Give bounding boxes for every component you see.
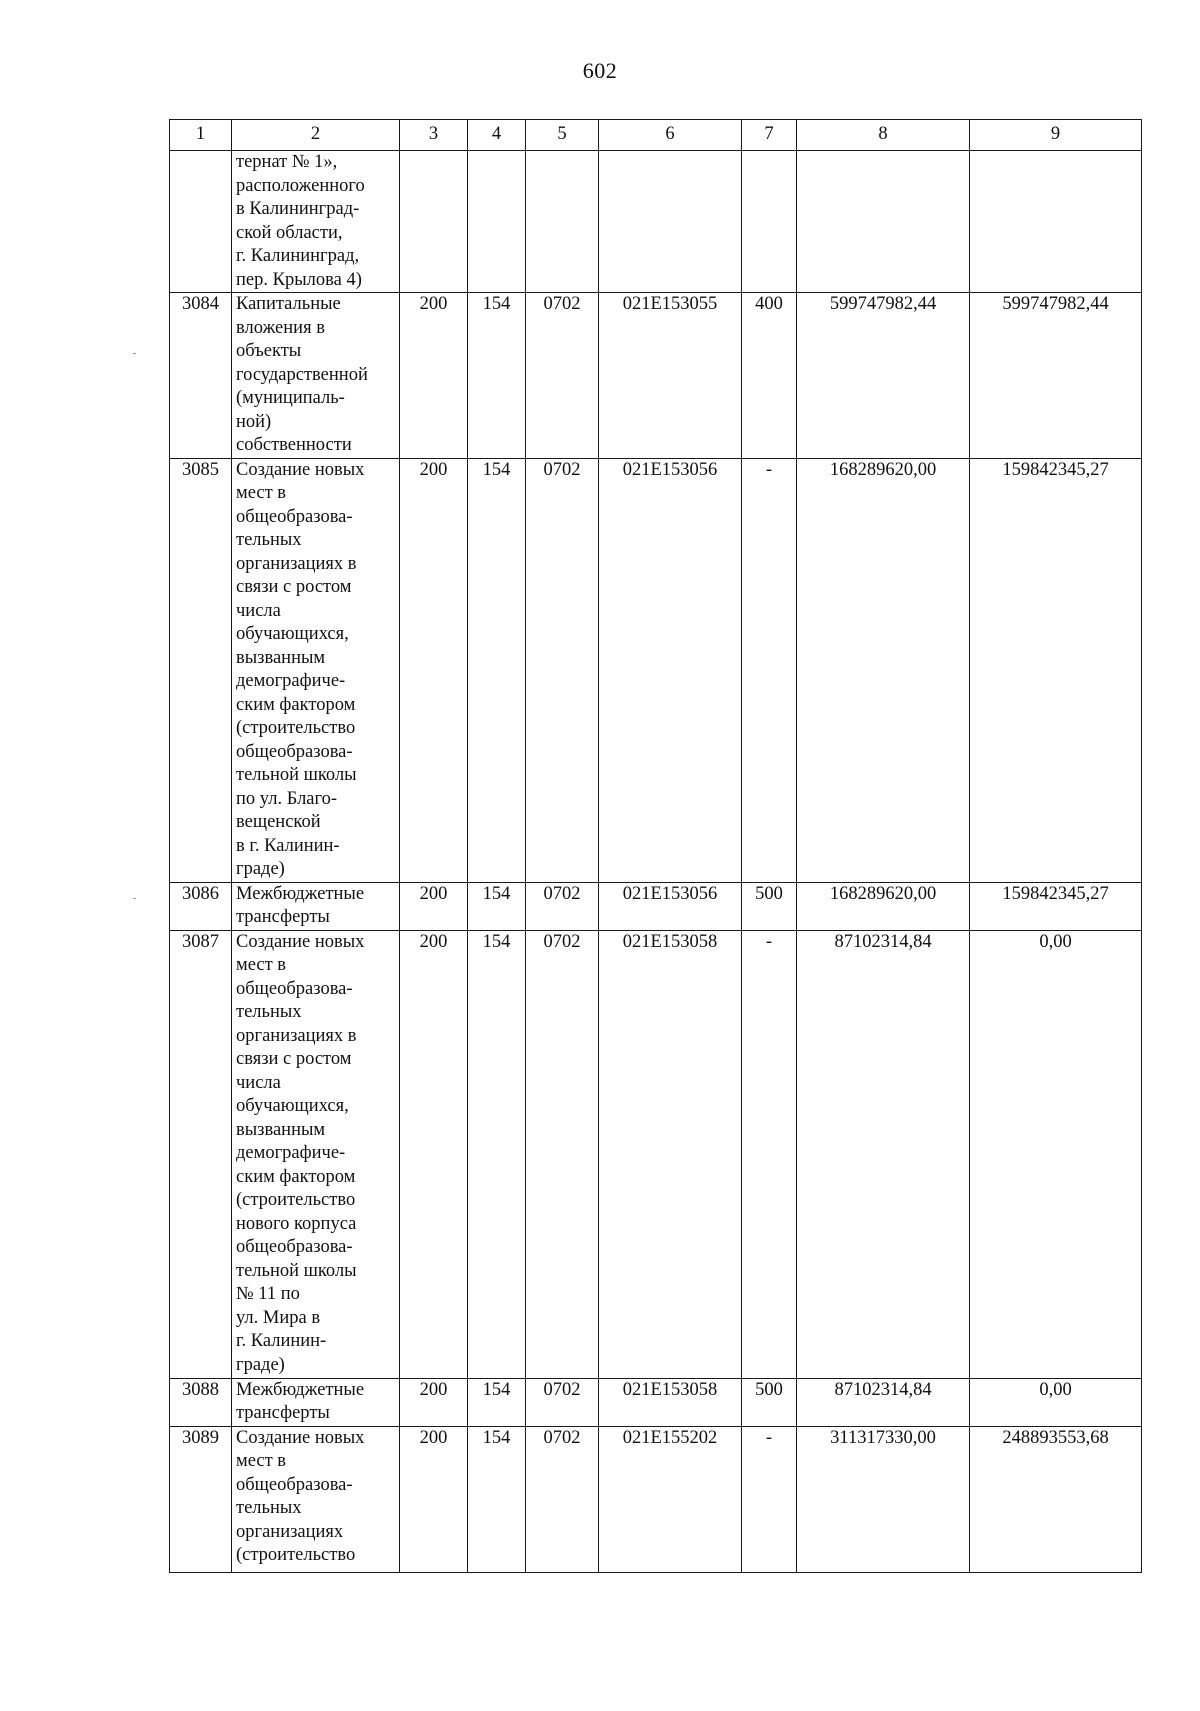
table-row xyxy=(170,930,1142,1378)
table-cell: 500 xyxy=(742,1378,797,1426)
amount-cell: 599747982,44 xyxy=(797,293,970,459)
table-cell: 200 xyxy=(400,930,468,1378)
amount-cell: 0,00 xyxy=(970,930,1142,1378)
table-cell: 021E153056 xyxy=(599,458,742,882)
table-cell xyxy=(742,151,797,293)
amount-cell: 599747982,44 xyxy=(970,293,1142,459)
margin-mark xyxy=(133,898,136,899)
table-cell: 200 xyxy=(400,882,468,930)
row-name-cell: Межбюджетные трансферты xyxy=(232,1378,400,1426)
table-cell: - xyxy=(742,458,797,882)
row-number-cell: 3087 xyxy=(170,930,232,1378)
margin-mark xyxy=(133,353,136,354)
table-cell xyxy=(400,151,468,293)
table-cell: 021E153055 xyxy=(599,293,742,459)
amount-cell: 87102314,84 xyxy=(797,1378,970,1426)
table-cell xyxy=(970,151,1142,293)
row-number-cell: 3089 xyxy=(170,1426,232,1572)
table-cell: 154 xyxy=(468,458,526,882)
row-number-cell: 3084 xyxy=(170,293,232,459)
table-cell: - xyxy=(742,930,797,1378)
table-cell: 154 xyxy=(468,293,526,459)
amount-cell: 159842345,27 xyxy=(970,882,1142,930)
table-cell: 0702 xyxy=(526,882,599,930)
row-number-cell: 3086 xyxy=(170,882,232,930)
table-cell: 021E155202 xyxy=(599,1426,742,1572)
table-cell: 0702 xyxy=(526,458,599,882)
column-header: 2 xyxy=(232,120,400,151)
table-row xyxy=(170,1426,1142,1572)
amount-cell: 311317330,00 xyxy=(797,1426,970,1572)
table-row-continuation xyxy=(170,151,1142,293)
column-header: 1 xyxy=(170,120,232,151)
table-row xyxy=(170,458,1142,882)
table-cell: 200 xyxy=(400,1378,468,1426)
row-number-cell: 3085 xyxy=(170,458,232,882)
table-cell: 500 xyxy=(742,882,797,930)
row-name-cell: тернат № 1», расположенного в Калининград- ской области, г. Калининград, пер. Крылова 4) xyxy=(232,151,400,293)
table-cell xyxy=(468,151,526,293)
row-name-cell: Создание новых мест в общеобразова- тельных организациях в связи с ростом числа обучающихся, вызванным демографиче- ским фактором (строительство нового корпуса общеобразова- тельной школы № 11 по ул. Мира в г. Калинин- граде) xyxy=(232,930,400,1378)
budget-table xyxy=(169,119,1142,1573)
amount-cell: 168289620,00 xyxy=(797,882,970,930)
table-cell: - xyxy=(742,1426,797,1572)
amount-cell: 168289620,00 xyxy=(797,458,970,882)
column-header: 5 xyxy=(526,120,599,151)
table-row xyxy=(170,293,1142,459)
column-header: 4 xyxy=(468,120,526,151)
table-cell: 021E153056 xyxy=(599,882,742,930)
table-cell xyxy=(797,151,970,293)
row-name-cell: Создание новых мест в общеобразова- тельных организациях (строительство xyxy=(232,1426,400,1572)
table-cell: 0702 xyxy=(526,1426,599,1572)
amount-cell: 248893553,68 xyxy=(970,1426,1142,1572)
table-header-row xyxy=(170,120,1142,151)
table-cell: 0702 xyxy=(526,1378,599,1426)
amount-cell: 0,00 xyxy=(970,1378,1142,1426)
row-number-cell: 3088 xyxy=(170,1378,232,1426)
table-cell: 200 xyxy=(400,293,468,459)
column-header: 9 xyxy=(970,120,1142,151)
table-cell: 154 xyxy=(468,882,526,930)
table-row xyxy=(170,1378,1142,1426)
row-name-cell: Межбюджетные трансферты xyxy=(232,882,400,930)
table-cell: 021E153058 xyxy=(599,1378,742,1426)
table-cell: 0702 xyxy=(526,293,599,459)
amount-cell: 159842345,27 xyxy=(970,458,1142,882)
table-row xyxy=(170,882,1142,930)
row-name-cell: Капитальные вложения в объекты государственной (муниципаль- ной) собственности xyxy=(232,293,400,459)
column-header: 8 xyxy=(797,120,970,151)
column-header: 7 xyxy=(742,120,797,151)
table-cell: 200 xyxy=(400,1426,468,1572)
table-cell: 154 xyxy=(468,930,526,1378)
table-cell: 154 xyxy=(468,1378,526,1426)
amount-cell: 87102314,84 xyxy=(797,930,970,1378)
table-cell: 154 xyxy=(468,1426,526,1572)
table-cell: 400 xyxy=(742,293,797,459)
page-number: 602 xyxy=(582,58,618,83)
table-cell xyxy=(599,151,742,293)
table-cell xyxy=(526,151,599,293)
table-cell: 200 xyxy=(400,458,468,882)
row-name-cell: Создание новых мест в общеобразова- тельных организациях в связи с ростом числа обучающихся, вызванным демографиче- ским фактором (строительство общеобразова- тельной школы по ул. Благо- вещенской в г. Калинин- граде) xyxy=(232,458,400,882)
column-header: 6 xyxy=(599,120,742,151)
table-cell: 0702 xyxy=(526,930,599,1378)
row-number-cell xyxy=(170,151,232,293)
column-header: 3 xyxy=(400,120,468,151)
table-cell: 021E153058 xyxy=(599,930,742,1378)
